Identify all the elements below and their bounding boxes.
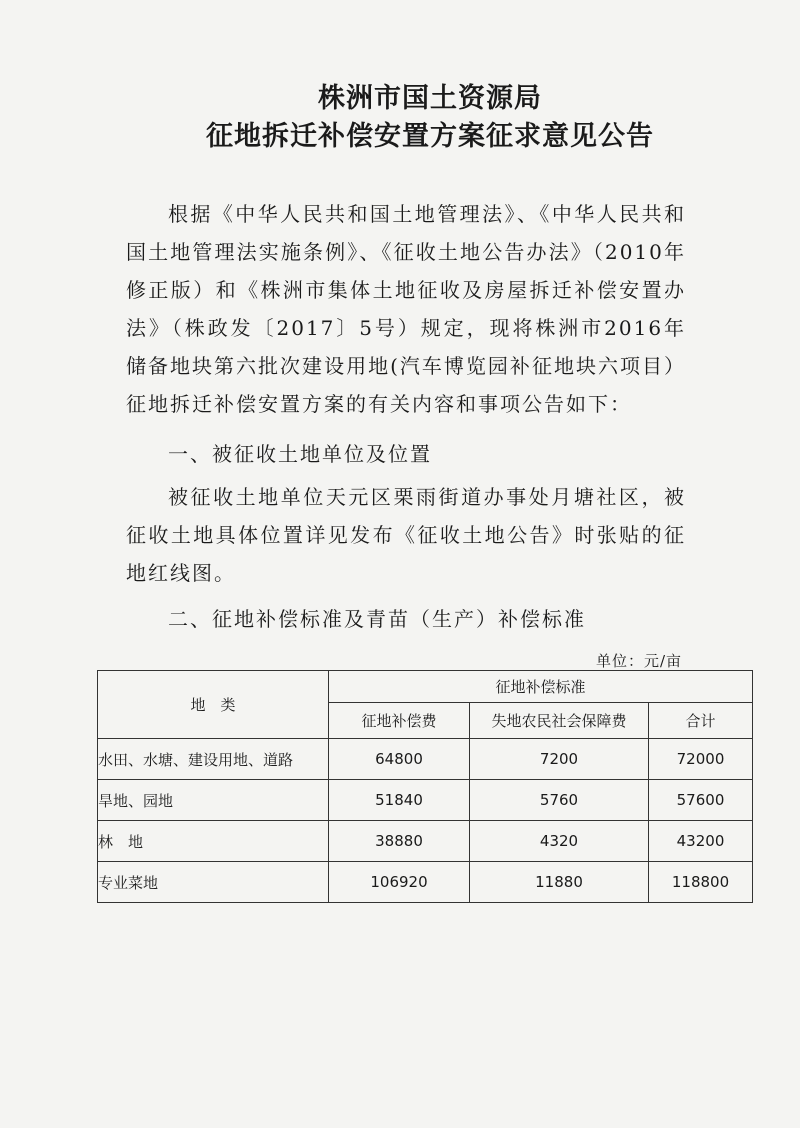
intro-paragraph: 根据《中华人民共和国土地管理法》、《中华人民共和国土地管理法实施条例》、《征收土地公告办法》（2010年修正版）和《株洲市集体土地征收及房屋拆迁补偿安置办法》（株政发〔2017〕5号）规定，现将株洲市2016年储备地块第六批次建设用地(汽车博览园补征地块六项目）征地拆迁补偿安置方案的有关内容和事项公告如下：: [126, 202, 686, 416]
row-social-security: 11880: [470, 862, 649, 903]
row-total: 72000: [649, 739, 753, 780]
row-total: 57600: [649, 780, 753, 821]
row-social-security: 4320: [470, 821, 649, 862]
document-title-line2: 征地拆迁补偿安置方案征求意见公告: [206, 121, 654, 152]
row-category: 专业菜地: [98, 862, 329, 903]
header-category: 地 类: [98, 671, 329, 739]
row-compensation: 51840: [329, 780, 470, 821]
table-unit-label: 单位：元/亩: [596, 652, 683, 670]
header-social-security-fee: 失地农民社会保障费: [470, 703, 649, 739]
row-compensation: 64800: [329, 739, 470, 780]
row-category: 旱地、园地: [98, 780, 329, 821]
table-row: [98, 821, 753, 862]
section1-heading: 一、被征收土地单位及位置: [168, 442, 432, 466]
section1-paragraph: 被征收土地单位天元区栗雨街道办事处月塘社区，被征收土地具体位置详见发布《征收土地公告》时张贴的征地红线图。: [126, 485, 686, 585]
row-compensation: 106920: [329, 862, 470, 903]
document-title-line1: 株洲市国土资源局: [318, 83, 542, 114]
header-total: 合计: [649, 703, 753, 739]
section2-heading: 二、征地补偿标准及青苗（生产）补偿标准: [168, 607, 586, 631]
table-row: [98, 862, 753, 903]
compensation-table: [97, 670, 753, 903]
table-row: [98, 780, 753, 821]
row-social-security: 5760: [470, 780, 649, 821]
header-compensation-standard: 征地补偿标准: [329, 671, 753, 703]
row-total: 118800: [649, 862, 753, 903]
table-row: [98, 739, 753, 780]
row-compensation: 38880: [329, 821, 470, 862]
row-social-security: 7200: [470, 739, 649, 780]
table-header-row: [98, 671, 753, 703]
row-total: 43200: [649, 821, 753, 862]
row-category: 林 地: [98, 821, 329, 862]
row-category: 水田、水塘、建设用地、道路: [98, 739, 329, 780]
header-compensation-fee: 征地补偿费: [329, 703, 470, 739]
